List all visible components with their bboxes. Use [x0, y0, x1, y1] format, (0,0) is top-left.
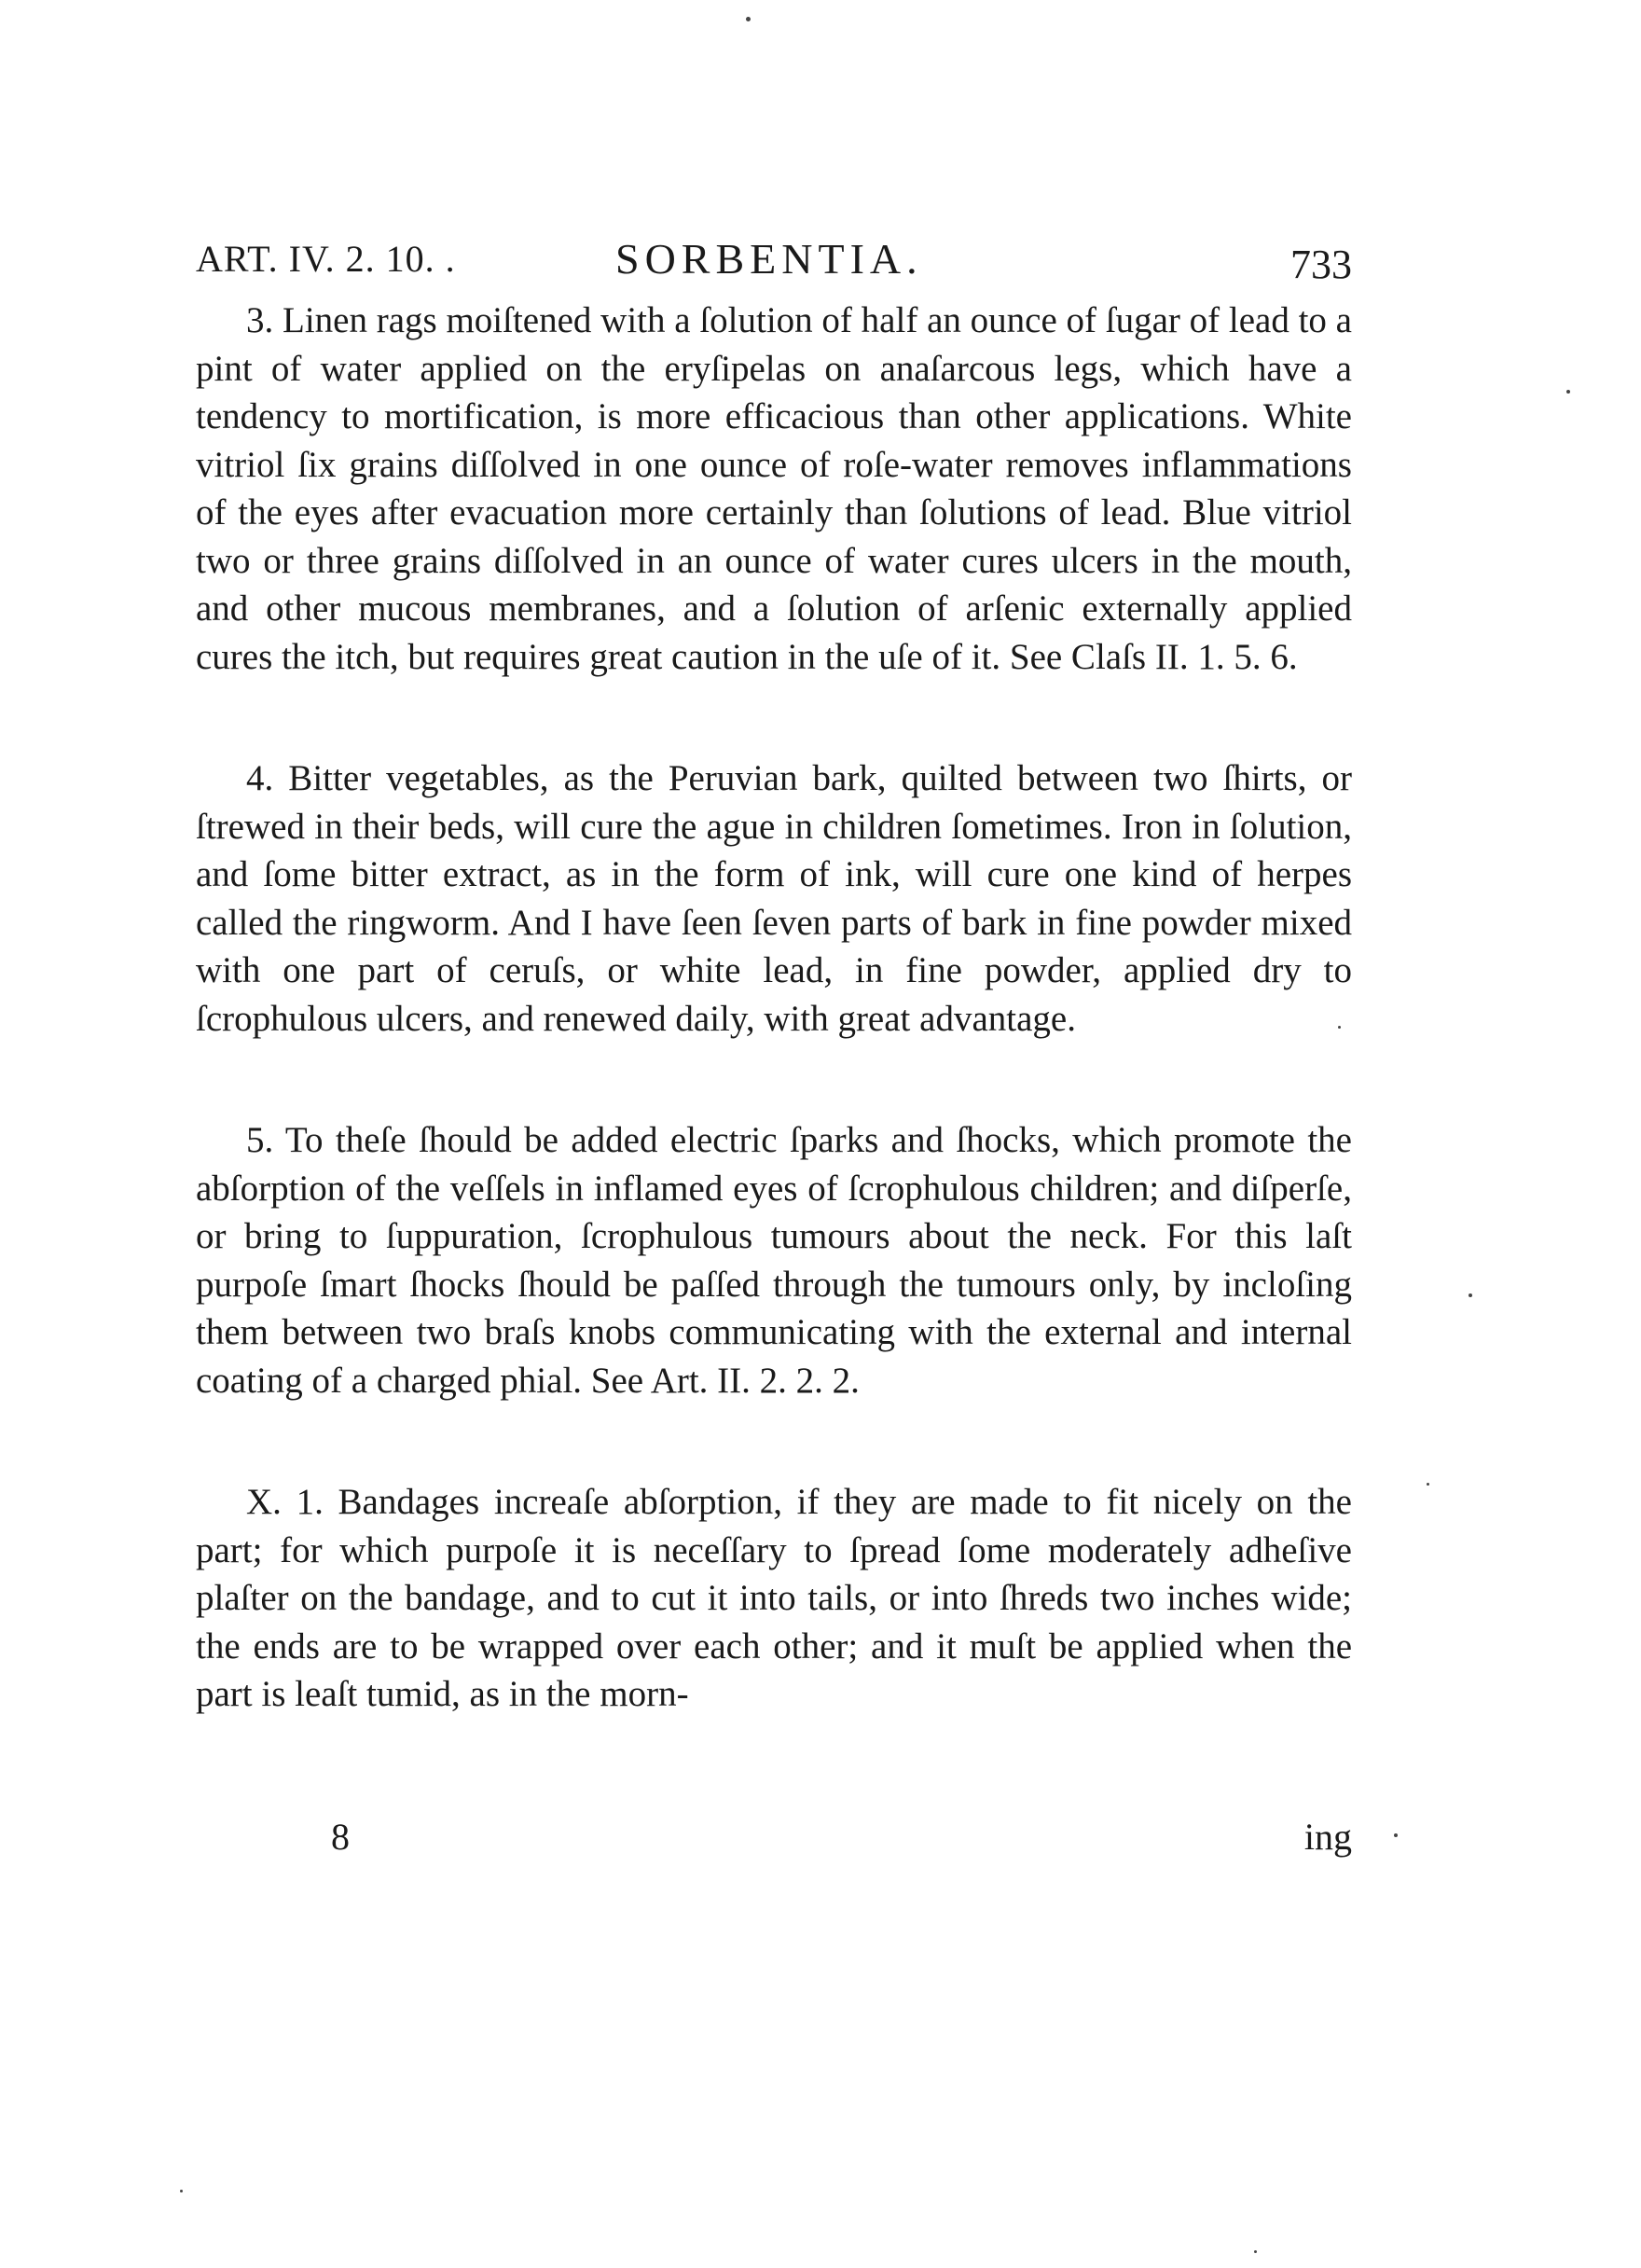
paper-speck	[1566, 390, 1570, 394]
running-header	[196, 231, 1352, 287]
page-number: 733	[1290, 242, 1352, 287]
catchword: ing	[1303, 1816, 1352, 1858]
paragraph-4: 4. Bitter vegetables, as the Peruvian bark, quilted between two ſhirts, or ſtrewed in their beds, will cure the ague in children ſometimes. Iron in ſolution, and ſome bitter extract, as in the form of ink, will cure one kind of herpes called the ringworm. And I have ſeen ſeven parts of bark in fine powder mixed with one part of ceruſs, or white lead, in fine powder, applied dry to ſcrophulous ulcers, and renewed daily, with great advantage.	[196, 758, 1352, 1039]
paragraph-x-1: X. 1. Bandages increaſe abſorption, if they are made to fit nicely on the part; for which purpoſe it is neceſſary to ſpread ſome moderately adheſive plaſter on the bandage, and to cut it into tails, or into ſhreds two inches wide; the ends are to be wrapped over each other; and it muſt be applied when the part is leaſt tumid, as in the morn-	[196, 1482, 1352, 1714]
signature-mark: 8	[331, 1816, 350, 1858]
article-reference: ART. IV. 2. 10. .	[196, 238, 456, 280]
paper-speck	[746, 17, 751, 21]
paragraph-3: 3. Linen rags moiſtened with a ſolution of half an ounce of ſugar of lead to a pint of water applied on the eryſipelas on anaſarcous legs, which have a tendency to mortification, is more efficacious than other applications. White vitriol ſix grains diſſolved in one ounce of roſe-water removes inflammations of the eyes after evacuation more certainly than ſolutions of lead. Blue vitriol two or three grains diſſolved in an ounce of water cures ulcers in the mouth, and other mucous membranes, and a ſolution of arſenic externally applied cures the itch, but requires great caution in the uſe of it. See Claſs II. 1. 5. 6.	[196, 300, 1352, 677]
paper-speck	[1394, 1833, 1398, 1837]
paper-speck	[1338, 1026, 1341, 1029]
body-text	[196, 297, 1352, 1719]
paragraph-5: 5. To theſe ſhould be added electric ſparks and ſhocks, which promote the abſorption of the veſſels in inflamed eyes of ſcrophulous children; and diſperſe, or bring to ſuppuration, ſcrophulous tumours about the neck. For this laſt purpoſe ſmart ſhocks ſhould be paſſed through the tumours only, by incloſing them between two braſs knobs communicating with the external and internal coating of a charged phial. See Art. II. 2. 2. 2.	[196, 1120, 1352, 1401]
paper-speck	[1427, 1483, 1429, 1486]
paper-speck	[1254, 2250, 1257, 2253]
paper-speck	[1469, 1293, 1472, 1297]
paper-speck	[180, 2190, 183, 2192]
page-footer	[196, 1809, 1352, 1865]
running-title: SORBENTIA.	[615, 235, 923, 283]
